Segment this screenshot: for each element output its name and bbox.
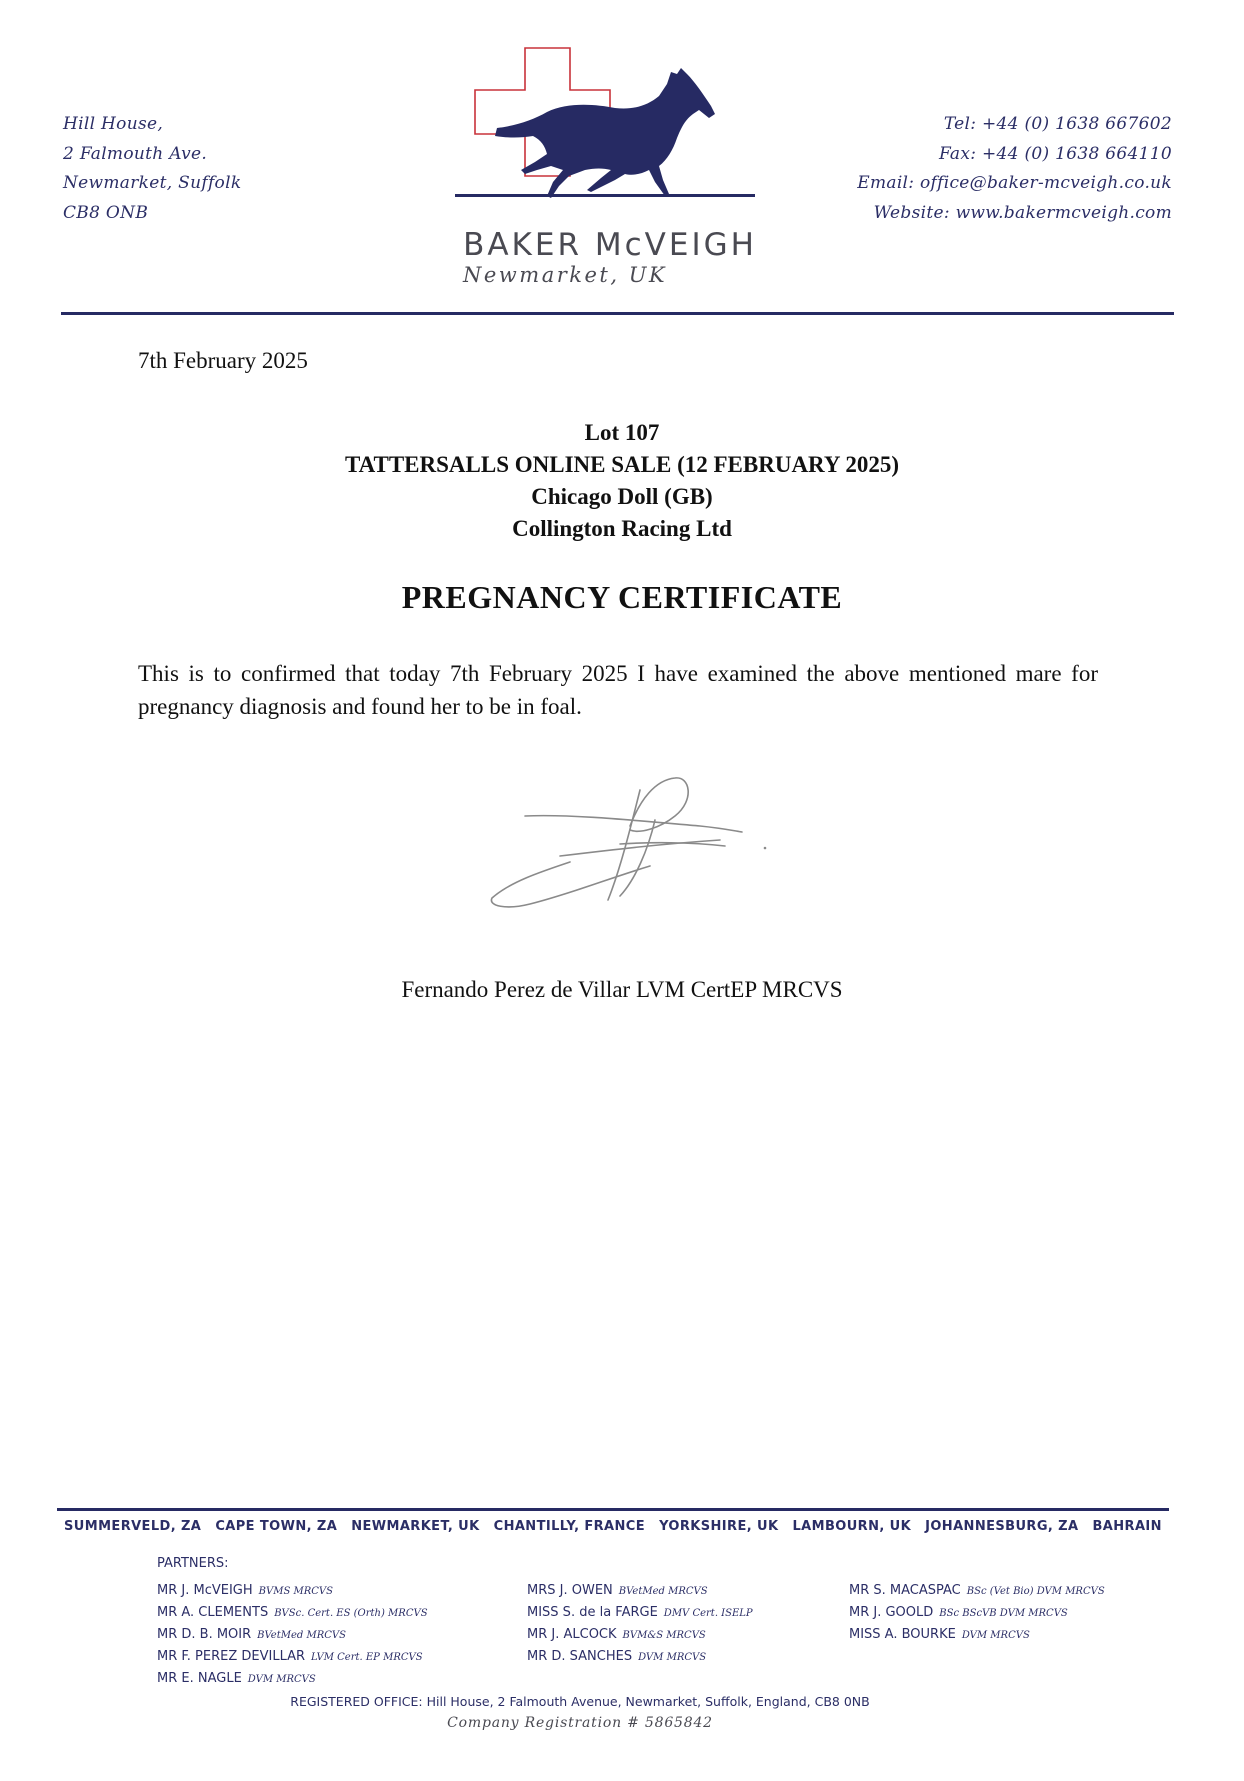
footer-divider bbox=[57, 1508, 1169, 1511]
partner-qualification: BVMS MRCVS bbox=[258, 1586, 333, 1597]
signatory-name: Fernando Perez de Villar LVM CertEP MRCVS bbox=[401, 977, 843, 1002]
partner-name: MR F. PEREZ DEVILLAR bbox=[157, 1649, 306, 1664]
partner-entry bbox=[527, 1646, 753, 1668]
email-line[interactable]: Email: office@baker-mcveigh.co.uk bbox=[857, 173, 1172, 193]
lot-number: Lot 107 bbox=[584, 420, 660, 445]
partner-name: MR J. McVEIGH bbox=[157, 1583, 253, 1598]
partner-name: MISS A. BOURKE bbox=[849, 1627, 956, 1642]
partner-entry bbox=[849, 1580, 1105, 1602]
header-divider bbox=[61, 312, 1174, 315]
partner-entry bbox=[157, 1646, 428, 1668]
office-location: CHANTILLY, FRANCE bbox=[493, 1519, 646, 1534]
office-location: CAPE TOWN, ZA bbox=[215, 1519, 338, 1534]
partner-entry bbox=[157, 1580, 428, 1602]
partner-entry bbox=[157, 1624, 428, 1646]
contact-details bbox=[857, 110, 1172, 228]
partner-qualification: DVM MRCVS bbox=[961, 1630, 1030, 1641]
office-location: SUMMERVELD, ZA bbox=[64, 1519, 202, 1534]
partner-entry bbox=[849, 1602, 1105, 1624]
partner-name: MR S. MACASPAC bbox=[849, 1583, 961, 1598]
company-registration: Company Registration # 5865842 bbox=[447, 1715, 713, 1731]
partner-qualification: LVM Cert. EP MRCVS bbox=[311, 1652, 423, 1663]
partners-column bbox=[527, 1580, 753, 1668]
partner-entry bbox=[157, 1668, 428, 1690]
vendor-name: Collington Racing Ltd bbox=[512, 516, 732, 541]
partners-column bbox=[849, 1580, 1105, 1646]
partner-qualification: DMV Cert. ISELP bbox=[663, 1608, 753, 1619]
partner-qualification: BVetMed MRCVS bbox=[618, 1586, 708, 1597]
partner-qualification: BVSc. Cert. ES (Orth) MRCVS bbox=[274, 1608, 428, 1619]
partner-name: MR E. NAGLE bbox=[157, 1671, 242, 1686]
office-location: NEWMARKET, UK bbox=[351, 1519, 480, 1534]
office-locations bbox=[57, 1519, 1169, 1534]
partner-name: MISS S. de la FARGE bbox=[527, 1605, 658, 1620]
partner-qualification: BVetMed MRCVS bbox=[257, 1630, 346, 1641]
partner-name: MR A. CLEMENTS bbox=[157, 1605, 269, 1620]
horse-name: Chicago Doll (GB) bbox=[531, 484, 713, 509]
address-line: CB8 ONB bbox=[63, 202, 149, 223]
partner-qualification: BSc (Vet Bio) DVM MRCVS bbox=[966, 1586, 1105, 1597]
partner-qualification: DVM MRCVS bbox=[247, 1674, 316, 1685]
partner-name: MR D. SANCHES bbox=[527, 1649, 633, 1664]
handwritten-signature bbox=[480, 770, 780, 920]
phone-line: Tel: +44 (0) 1638 667602 bbox=[943, 114, 1172, 134]
partner-qualification: BSc BScVB DVM MRCVS bbox=[939, 1608, 1068, 1619]
address-line: 2 Falmouth Ave. bbox=[63, 143, 208, 164]
letter-date: 7th February 2025 bbox=[138, 348, 308, 373]
lot-heading bbox=[0, 417, 1244, 545]
partners-column bbox=[157, 1580, 428, 1690]
sender-address bbox=[63, 110, 241, 228]
address-line: Hill House, bbox=[63, 114, 164, 134]
office-location: YORKSHIRE, UK bbox=[659, 1519, 779, 1534]
fax-line: Fax: +44 (0) 1638 664110 bbox=[938, 143, 1172, 164]
website-line[interactable]: Website: www.bakermcveigh.com bbox=[873, 202, 1172, 223]
partners-heading: PARTNERS: bbox=[157, 1556, 229, 1571]
partner-entry bbox=[157, 1602, 428, 1624]
partner-entry bbox=[527, 1624, 753, 1646]
sale-name: TATTERSALLS ONLINE SALE (12 FEBRUARY 2025) bbox=[344, 452, 900, 477]
partner-name: MR J. ALCOCK bbox=[527, 1627, 617, 1642]
brand-name: BAKER McVEIGH bbox=[463, 227, 757, 263]
partner-name: MRS J. OWEN bbox=[527, 1583, 613, 1598]
office-location: BAHRAIN bbox=[1092, 1519, 1162, 1534]
registered-office: REGISTERED OFFICE: Hill House, 2 Falmouth Avenue, Newmarket, Suffolk, England, CB8 0NB bbox=[290, 1694, 870, 1709]
partner-entry bbox=[849, 1624, 1105, 1646]
partner-name: MR D. B. MOIR bbox=[157, 1627, 252, 1642]
certificate-title: PREGNANCY CERTIFICATE bbox=[401, 579, 843, 615]
partner-entry bbox=[527, 1580, 753, 1602]
partner-entry bbox=[527, 1602, 753, 1624]
certificate-body: This is to confirmed that today 7th February 2025 I have examined the above mentioned mare for pregnancy diagnosis and found her to be in foal. bbox=[138, 661, 1098, 719]
office-location: LAMBOURN, UK bbox=[792, 1519, 912, 1534]
office-location: JOHANNESBURG, ZA bbox=[925, 1519, 1079, 1534]
address-line: Newmarket, Suffolk bbox=[63, 173, 242, 193]
partner-qualification: DVM MRCVS bbox=[638, 1652, 707, 1663]
partner-name: MR J. GOOLD bbox=[849, 1605, 934, 1620]
partner-qualification: BVM&S MRCVS bbox=[622, 1630, 706, 1641]
brand-location: Newmarket, UK bbox=[463, 263, 668, 287]
